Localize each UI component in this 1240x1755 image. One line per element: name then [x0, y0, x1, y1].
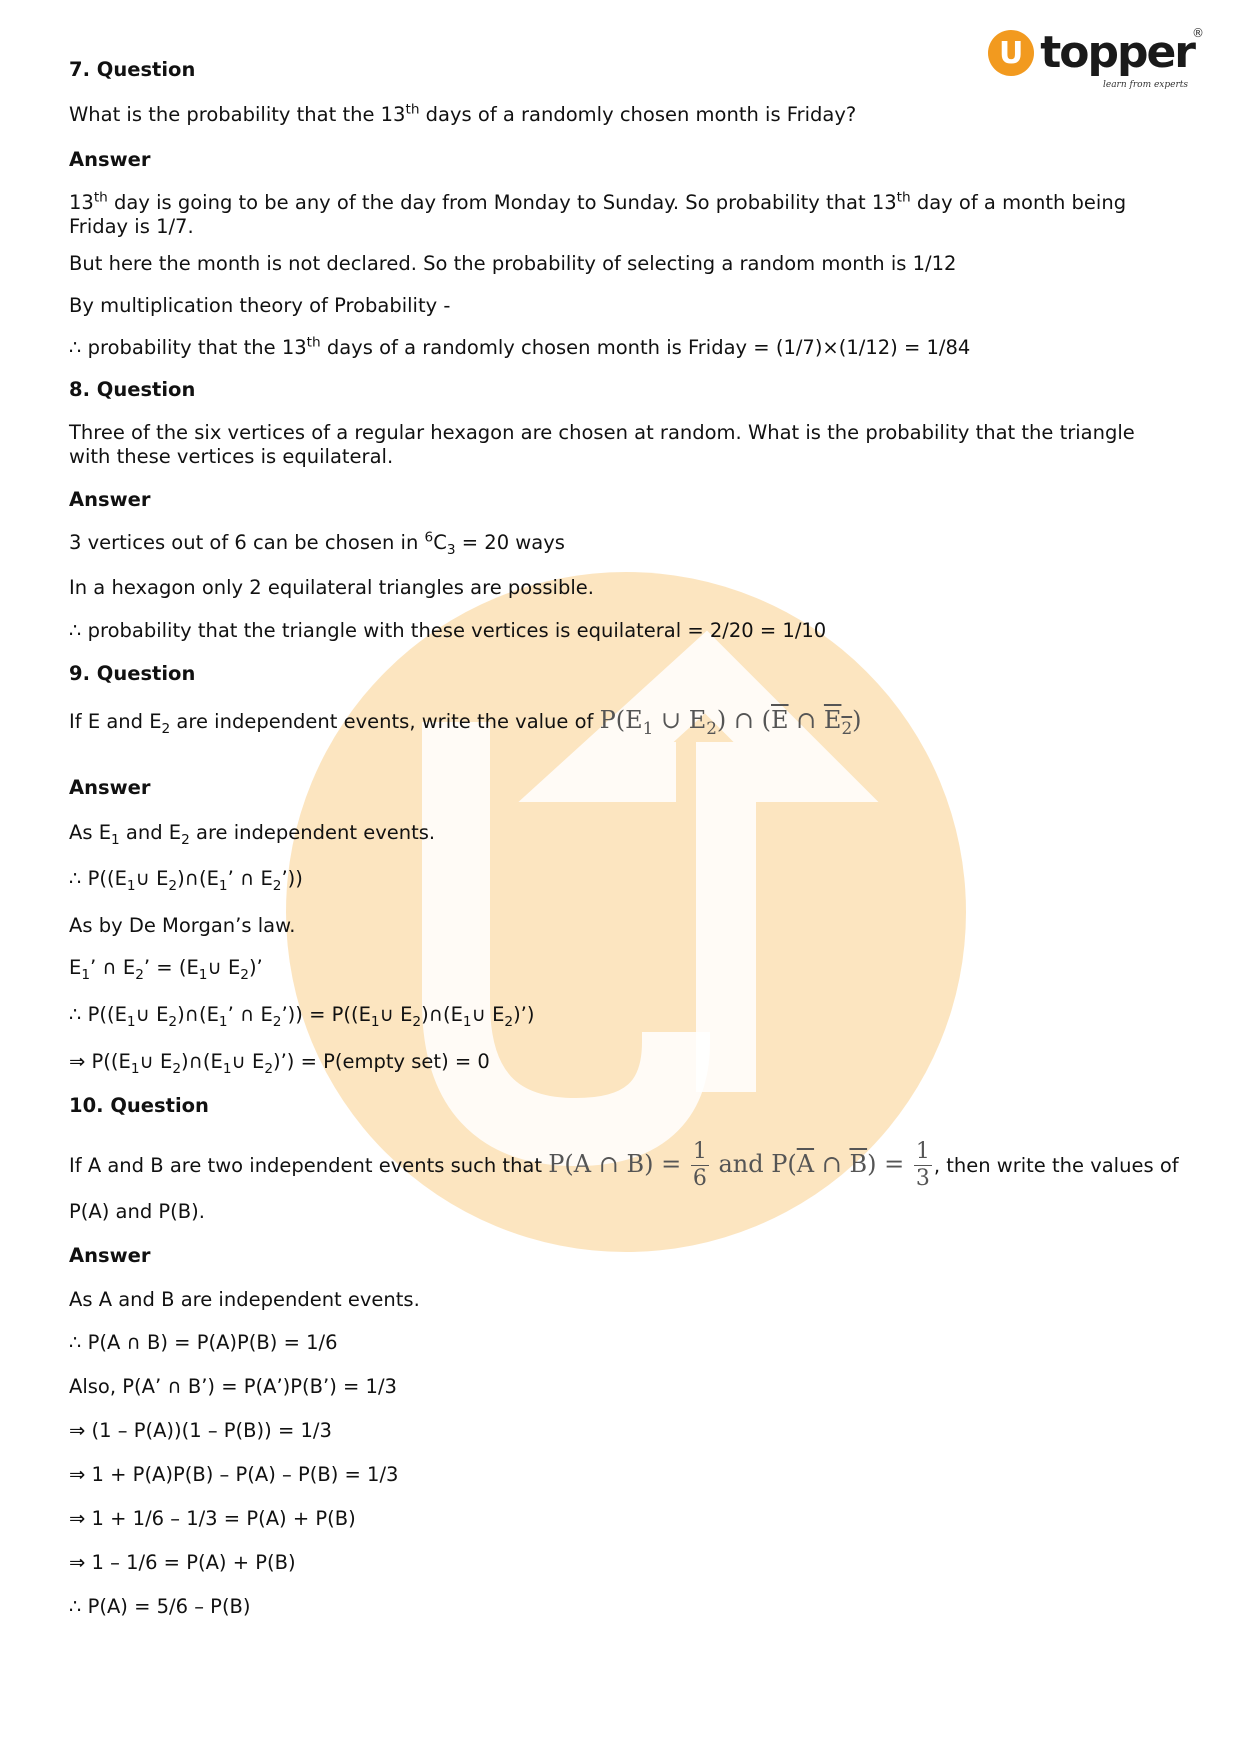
question-7-heading: 7. Question	[69, 58, 196, 81]
q9-answer-line-5: ∴ $P((E_1\cup$ $E_2)\cap(E_1$’ ∩ $E_2$’)) = $P((E_1\cup$ $E_2)\cap(E_1\cup$ $E_2$)’)	[69, 1003, 535, 1030]
question-10-answer-label: Answer	[69, 1244, 151, 1267]
question-9-text: If E and $E_2$ are independent events, write the value of $P(E_1$ ∪ $E_2$) ∩ ($\overline{E}$ ∩ $E_2$)	[69, 706, 862, 738]
q7-answer-line-1: 13th day is going to be any of the day from Monday to Sunday. So probability that 13th day of a month being Friday is 1/7.	[69, 189, 1127, 238]
question-10-text: If A and B are two independent events such that P(A ∩ B) = $\frac{1}{6}$ and $P(\overline{A}$ ∩ $\overline{B}$) = $\frac{1}{3}$ , then write the values of	[69, 1139, 1179, 1191]
logo-icon: U	[988, 30, 1034, 76]
q9-answer-line-6: ⇒ $P((E_1\cup$ $E_2)\cap(E_1\cup$ $E_2$)’) = P(empty set) = 0	[69, 1050, 490, 1077]
question-9-answer-label: Answer	[69, 776, 151, 799]
q9-expression: $P(E_1$ ∪ $E_2$) ∩ ($\overline{E}$ ∩ $E_2$)	[599, 706, 862, 738]
question-10-text-cont: P(A) and P(B).	[69, 1200, 205, 1223]
brand-logo	[988, 26, 1204, 90]
q9-answer-line-2: ∴ $P((E_1\cup$ $E_2)\cap(E_1$’ ∩ $E_2$’))	[69, 867, 303, 894]
q10-answer-line-4: ⇒ (1 – P(A))(1 – P(B)) = 1/3	[69, 1419, 332, 1442]
question-8-heading: 8. Question	[69, 378, 196, 401]
q10-answer-line-6: ⇒ 1 + 1/6 – 1/3 = P(A) + P(B)	[69, 1507, 356, 1530]
q10-answer-line-1: As A and B are independent events.	[69, 1288, 420, 1311]
q10-answer-line-8: ∴ P(A) = 5/6 – P(B)	[69, 1595, 251, 1618]
q9-answer-line-4: $E_1$’ ∩ $E_2$’ = ($E_1\cup$ $E_2$)’	[69, 956, 263, 983]
question-8-text: Three of the six vertices of a regular hexagon are chosen at random. What is the probability that the triangle with these vertices is equilateral.	[69, 421, 1135, 468]
q7-answer-line-4: ∴ probability that the 13th days of a randomly chosen month is Friday = (1/7)×(1/12) = 1/84	[69, 334, 971, 359]
q8-answer-line-3: ∴ probability that the triangle with these vertices is equilateral = 2/20 = 1/10	[69, 619, 827, 642]
question-10-heading: 10. Question	[69, 1094, 209, 1117]
q10-answer-line-5: ⇒ 1 + P(A)P(B) – P(A) – P(B) = 1/3	[69, 1463, 399, 1486]
q7-answer-line-2: But here the month is not declared. So the probability of selecting a random month is 1/12	[69, 252, 957, 275]
q10-answer-line-2: ∴ P(A ∩ B) = P(A)P(B) = 1/6	[69, 1331, 338, 1354]
brand-name: topper	[1040, 27, 1194, 78]
q7-answer-line-3: By multiplication theory of Probability -	[69, 294, 451, 317]
q10-expression: P(A ∩ B) = $\frac{1}{6}$ and $P(\overline{A}$ ∩ $\overline{B}$) = $\frac{1}{3}$	[548, 1139, 930, 1191]
q8-answer-line-1: 3 vertices out of 6 can be chosen in $^6C_3 = 20$ ways	[69, 529, 565, 558]
question-8-answer-label: Answer	[69, 488, 151, 511]
q8-answer-line-2: In a hexagon only 2 equilateral triangles are possible.	[69, 576, 594, 599]
question-9-heading: 9. Question	[69, 662, 196, 685]
q9-answer-line-1: As $E_1$ and $E_2$ are independent events.	[69, 821, 436, 848]
registered-mark: ®	[1192, 26, 1204, 40]
question-7-answer-label: Answer	[69, 148, 151, 171]
q10-answer-line-7: ⇒ 1 – 1/6 = P(A) + P(B)	[69, 1551, 296, 1574]
q9-answer-line-3: As by De Morgan’s law.	[69, 914, 296, 937]
q10-answer-line-3: Also, P(A’ ∩ B’) = P(A’)P(B’) = 1/3	[69, 1375, 397, 1398]
brand-tagline: learn from experts	[1102, 80, 1188, 90]
question-7-text: What is the probability that the 13th days of a randomly chosen month is Friday?	[69, 101, 857, 126]
